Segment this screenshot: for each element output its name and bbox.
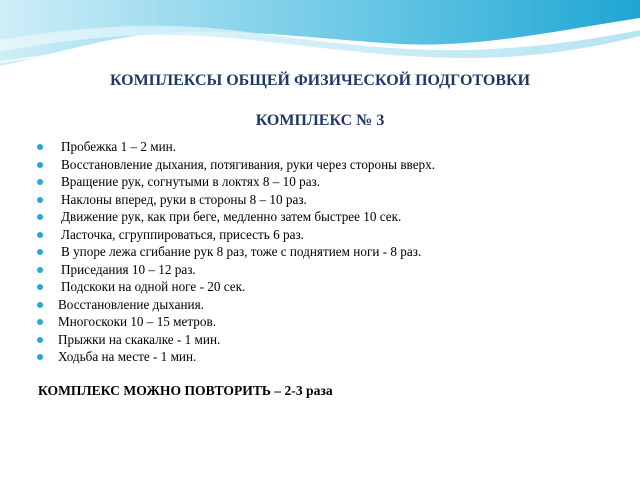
complex-subtitle: КОМПЛЕКС № 3	[255, 112, 385, 129]
bullet-icon	[37, 354, 43, 360]
list-item-text: Многоскоки 10 – 15 метров.	[58, 314, 217, 329]
page-title: КОМПЛЕКСЫ ОБЩЕЙ ФИЗИЧЕСКОЙ ПОДГОТОВКИ	[109, 72, 531, 89]
header-wave-decoration	[0, 0, 640, 70]
list-item	[37, 173, 435, 191]
bullet-icon	[37, 179, 43, 185]
list-item	[37, 261, 435, 279]
bullet-icon	[37, 302, 43, 308]
list-item	[37, 348, 435, 366]
list-item-text: Приседания 10 – 12 раз.	[61, 261, 196, 277]
list-item	[37, 191, 435, 209]
list-item-text: Ласточка, сгруппироваться, присесть 6 раз.	[61, 226, 304, 242]
list-item-text: Ходьба на месте - 1 мин.	[58, 349, 197, 364]
bullet-icon	[37, 214, 43, 220]
list-item	[37, 243, 435, 261]
bullet-icon	[37, 144, 43, 150]
list-item-text: Восстановление дыхания.	[58, 296, 204, 312]
list-item	[37, 208, 435, 226]
bullet-icon	[37, 319, 43, 325]
list-item-text: В упоре лежа сгибание рук 8 раз, тоже с поднятием ноги - 8 раз.	[61, 244, 422, 259]
list-item	[37, 331, 435, 349]
list-item-text: Движение рук, как при беге, медленно затем быстрее 10 сек.	[61, 209, 402, 224]
list-item	[37, 278, 435, 296]
list-item	[37, 226, 435, 244]
list-item	[37, 313, 435, 331]
bullet-icon	[37, 197, 43, 203]
list-item-text: Подскоки на одной ноге - 20 сек.	[61, 279, 246, 294]
list-item	[37, 138, 435, 156]
repeat-note: КОМПЛЕКС МОЖНО ПОВТОРИТЬ – 2-3 раза	[38, 383, 333, 398]
list-item	[37, 296, 435, 314]
list-item-text: Прыжки на скакалке - 1 мин.	[58, 331, 221, 347]
exercise-list	[37, 138, 435, 366]
bullet-icon	[37, 337, 43, 343]
bullet-icon	[37, 232, 43, 238]
bullet-icon	[37, 162, 43, 168]
list-item-text: Наклоны вперед, руки в стороны 8 – 10 раз.	[61, 191, 307, 207]
bullet-icon	[37, 284, 43, 290]
bullet-icon	[37, 249, 43, 255]
bullet-icon	[37, 267, 43, 273]
list-item-text: Пробежка 1 – 2 мин.	[61, 139, 176, 154]
list-item-text: Вращение рук, согнутыми в локтях 8 – 10 раз.	[61, 174, 321, 189]
list-item-text: Восстановление дыхания, потягивания, руки через стороны вверх.	[61, 156, 436, 172]
list-item	[37, 156, 435, 174]
